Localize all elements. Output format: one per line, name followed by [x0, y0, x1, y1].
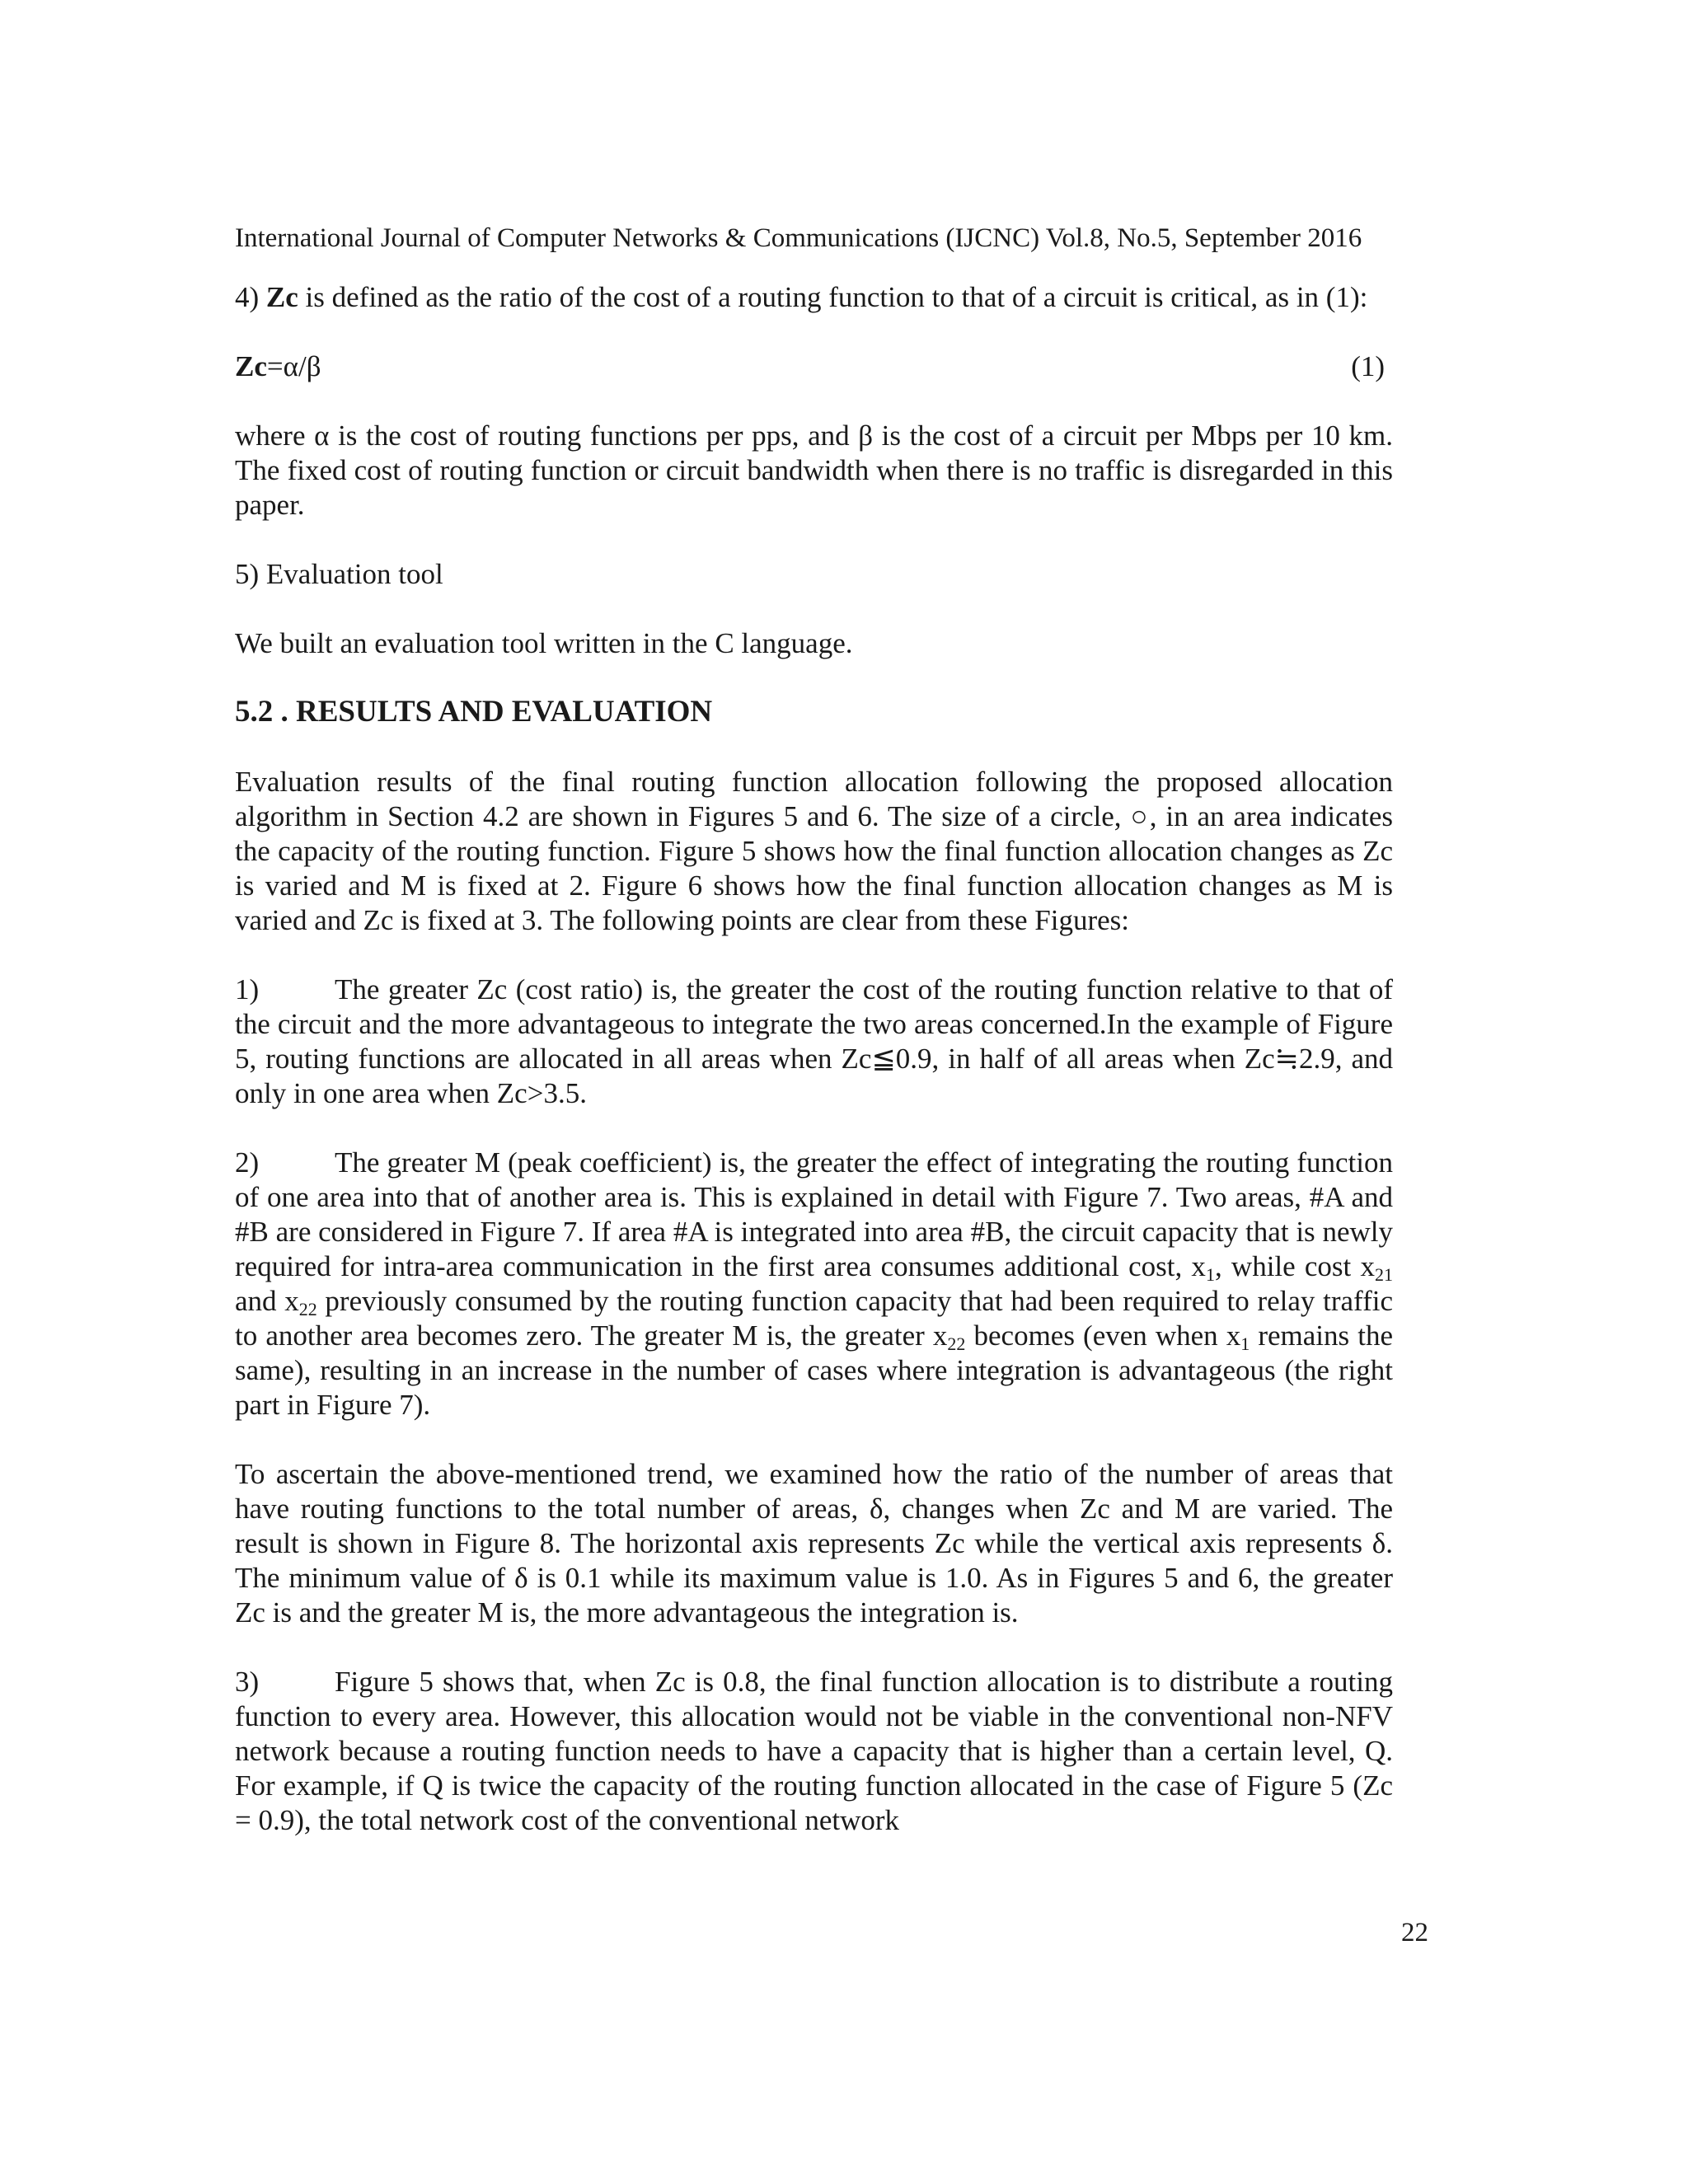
point-3-text: Figure 5 shows that, when Zc is 0.8, the final function allocation is to distribute a routing function to every area. However, this allocation would not be viable in the conventional non-NFV network because a routing function needs to have a capacity that is higher than a certain level, Q. For example, if Q is twice the capacity of the routing function allocated in the case of Figure 5 (Zc = 0.9), the total network cost of the conventional network: [235, 1666, 1393, 1836]
equation-rhs: =α/β: [266, 350, 321, 382]
item-4-text: is defined as the ratio of the cost of a routing function to that of a circuit is critical, as in (1):: [298, 281, 1368, 313]
point-3-paragraph: [235, 1665, 1393, 1838]
where-paragraph: where α is the cost of routing functions per pps, and β is the cost of a circuit per Mbps per 10 km. The fixed cost of routing function or circuit bandwidth when there is no traffic is disregarded in this paper.: [235, 419, 1393, 521]
equation-lhs: Zc: [235, 350, 267, 382]
point-3-number: 3): [235, 1666, 260, 1698]
tool-paragraph: We built an evaluation tool written in the C language.: [235, 627, 853, 659]
item-5-heading: 5) Evaluation tool: [235, 558, 443, 590]
equation-1: [235, 349, 1385, 384]
running-header: International Journal of Computer Networks & Communications (IJCNC) Vol.8, No.5, September 2016: [235, 223, 1362, 253]
section-title: 5.2 . RESULTS AND EVALUATION: [235, 695, 713, 729]
page-number: 22: [1401, 1918, 1428, 1947]
equation-number: (1): [1351, 350, 1385, 382]
zc-term: Zc: [265, 281, 298, 313]
point-2-number: 2): [235, 1146, 260, 1179]
evaluation-paragraph: Evaluation results of the final routing function allocation following the proposed allocation algorithm in Section 4.2 are shown in Figures 5 and 6. The size of a circle, ○, in an area indicates the capacity of the routing function. Figure 5 shows how the final function allocation changes as Zc is varied and M is fixed at 2. Figure 6 shows how the final function allocation changes as M is varied and Zc is fixed at 3. The following points are clear from these Figures:: [235, 766, 1393, 936]
equation-expression: [235, 349, 321, 384]
trend-paragraph: To ascertain the above-mentioned trend, we examined how the ratio of the number of areas that have routing functions to the total number of areas, δ, changes when Zc and M are varied. The result is shown in Figure 8. The horizontal axis represents Zc while the vertical axis represents δ. The minimum value of δ is 0.1 while its maximum value is 1.0. As in Figures 5 and 6, the greater Zc is and the greater M is, the more advantageous the integration is.: [235, 1458, 1393, 1629]
item-4-paragraph: [235, 280, 1393, 315]
point-1-text: The greater Zc (cost ratio) is, the greater the cost of the routing function relative to that of the circuit and the more advantageous to integrate the two areas concerned.In the example of Figure 5, routing functions are allocated in all areas when Zc≦0.9, in half of all areas when Zc≒2.9, and only in one area when Zc>3.5.: [235, 973, 1393, 1109]
point-2-paragraph: 2) The greater M (peak coefficient) is, the greater the effect of integrating the routing function of one area into that of another area is. This is explained in detail with Figure 7. Two areas, #A and #B are considered in Figure 7. If area #A is integrated into area #B, the circuit capacity that is newly required for intra-area communication in the first area consumes additional cost, $x_1$, while cost $x_{21}$ and $x_{22}$ previously consumed by the routing function capacity that had been required to relay traffic to another area becomes zero. The greater M is, the greater $x_{22}$ becomes (even when $x_1$ remains the same), resulting in an increase in the number of cases where integration is advantageous (the right part in Figure 7).: [235, 1146, 1394, 1421]
point-1-number: 1): [235, 973, 260, 1005]
item-4-number: 4): [235, 281, 266, 313]
point-1-paragraph: [235, 972, 1393, 1111]
page-body: [235, 280, 1393, 1838]
